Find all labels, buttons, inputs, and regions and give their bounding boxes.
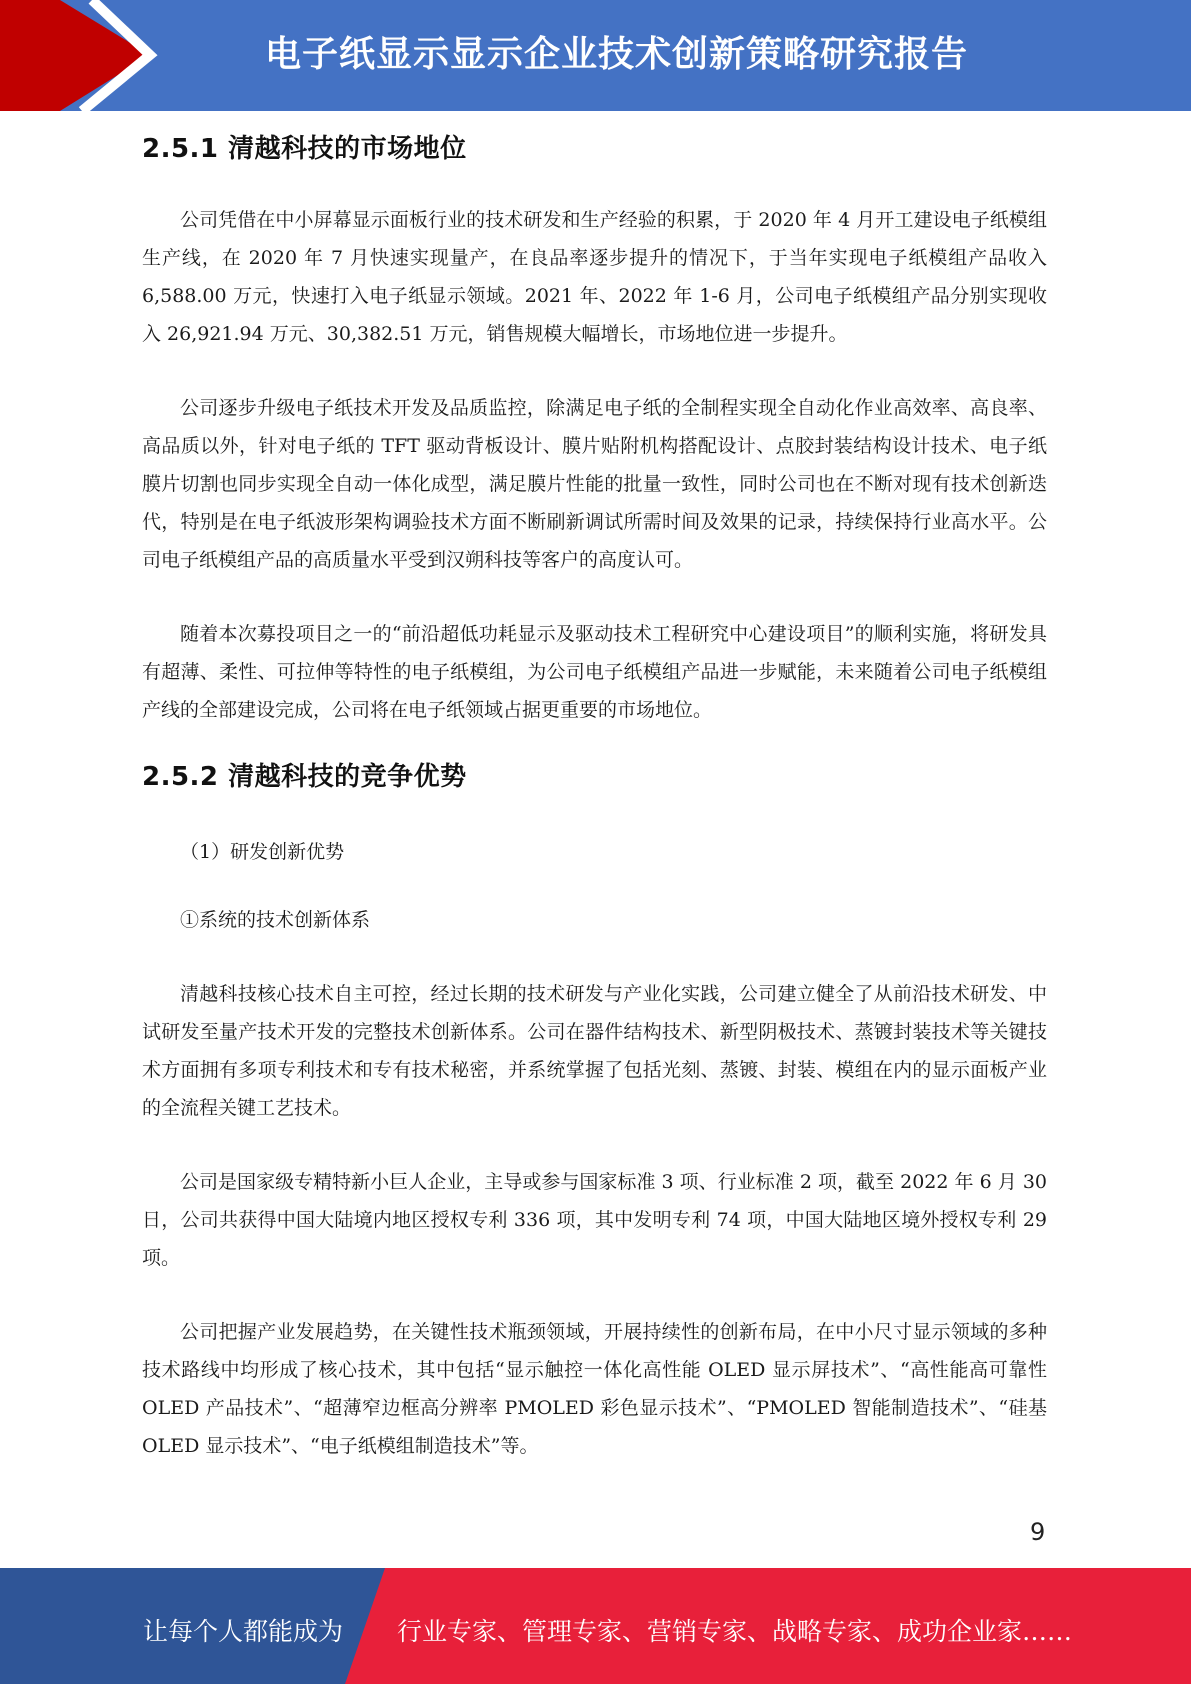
subheading-innovation-system: ①系统的技术创新体系 bbox=[180, 909, 371, 931]
page-footer bbox=[0, 1568, 1191, 1684]
paragraph-market-2: 公司逐步升级电子纸技术开发及品质监控，除满足电子纸的全制程实现全自动化作业高效率、高良率、高品质以外，针对电子纸的 TFT 驱动背板设计、膜片贴附机构搭配设计、点胶封装结构设计技术、电子纸膜片切割也同步实现全自动一体化成型，满足膜片性能的批量一致性，同时公司也在不断对现有技术创新迭代，特别是在电子纸波形架构调验技术方面不断刷新调试所需时间及效果的记录，持续保持行业高水平。公司电子纸模组产品的高质量水平受到汉朔科技等客户的高度认可。 bbox=[142, 397, 1047, 571]
section-heading-2-5-2: 2.5.2 清越科技的竞争优势 bbox=[142, 762, 467, 792]
report-title: 电子纸显示显示企业技术创新策略研究报告 bbox=[265, 34, 969, 75]
subheading-rd-advantage: （1）研发创新优势 bbox=[180, 841, 345, 863]
paragraph-market-1: 公司凭借在中小屏幕显示面板行业的技术研发和生产经验的积累，于 2020 年 4 月开工建设电子纸模组生产线，在 2020 年 7 月快速实现量产，在良品率逐步提升的情况下，于当年实现电子纸模组产品收入 6,588.00 万元，快速打入电子纸显示领域。2021 年、2022 年 1-6 月，公司电子纸模组产品分别实现收入 26,921.94 万元、30,382.51 万元，销售规模大幅增长，市场地位进一步提升。 bbox=[142, 209, 1047, 345]
paragraph-advantage-1: 清越科技核心技术自主可控，经过长期的技术研发与产业化实践，公司建立健全了从前沿技术研发、中试研发至量产技术开发的完整技术创新体系。公司在器件结构技术、新型阴极技术、蒸镀封装技术等关键技术方面拥有多项专利技术和专有技术秘密，并系统掌握了包括光刻、蒸镀、封装、模组在内的显示面板产业的全流程关键工艺技术。 bbox=[142, 983, 1047, 1119]
footer-slogan-left: 让每个人都能成为 bbox=[143, 1617, 344, 1646]
page-content bbox=[142, 128, 1047, 1465]
paragraph-advantage-2: 公司是国家级专精特新小巨人企业，主导或参与国家标准 3 项、行业标准 2 项，截至 2022 年 6 月 30 日，公司共获得中国大陆境内地区授权专利 336 项，其中发明专利 74 项，中国大陆地区境外授权专利 29 项。 bbox=[142, 1171, 1047, 1269]
section-heading-2-5-1: 2.5.1 清越科技的市场地位 bbox=[142, 134, 467, 164]
paragraph-advantage-3: 公司把握产业发展趋势，在关键性技术瓶颈领域，开展持续性的创新布局，在中小尺寸显示领域的多种技术路线中均形成了核心技术，其中包括“显示触控一体化高性能 OLED 显示屏技术”、“高性能高可靠性 OLED 产品技术”、“超薄窄边框高分辨率 PMOLED 彩色显示技术”、“PMOLED 智能制造技术”、“硅基 OLED 显示技术”、“电子纸模组制造技术”等。 bbox=[142, 1321, 1047, 1457]
page-header bbox=[0, 0, 1191, 111]
paragraph-market-3: 随着本次募投项目之一的“前沿超低功耗显示及驱动技术工程研究中心建设项目”的顺利实施，将研发具有超薄、柔性、可拉伸等特性的电子纸模组，为公司电子纸模组产品进一步赋能，未来随着公司电子纸模组产线的全部建设完成，公司将在电子纸领域占据更重要的市场地位。 bbox=[142, 623, 1047, 721]
footer-slogan-right: 行业专家、管理专家、营销专家、战略专家、成功企业家…… bbox=[397, 1617, 1073, 1646]
page-number: 9 bbox=[1030, 1518, 1046, 1546]
